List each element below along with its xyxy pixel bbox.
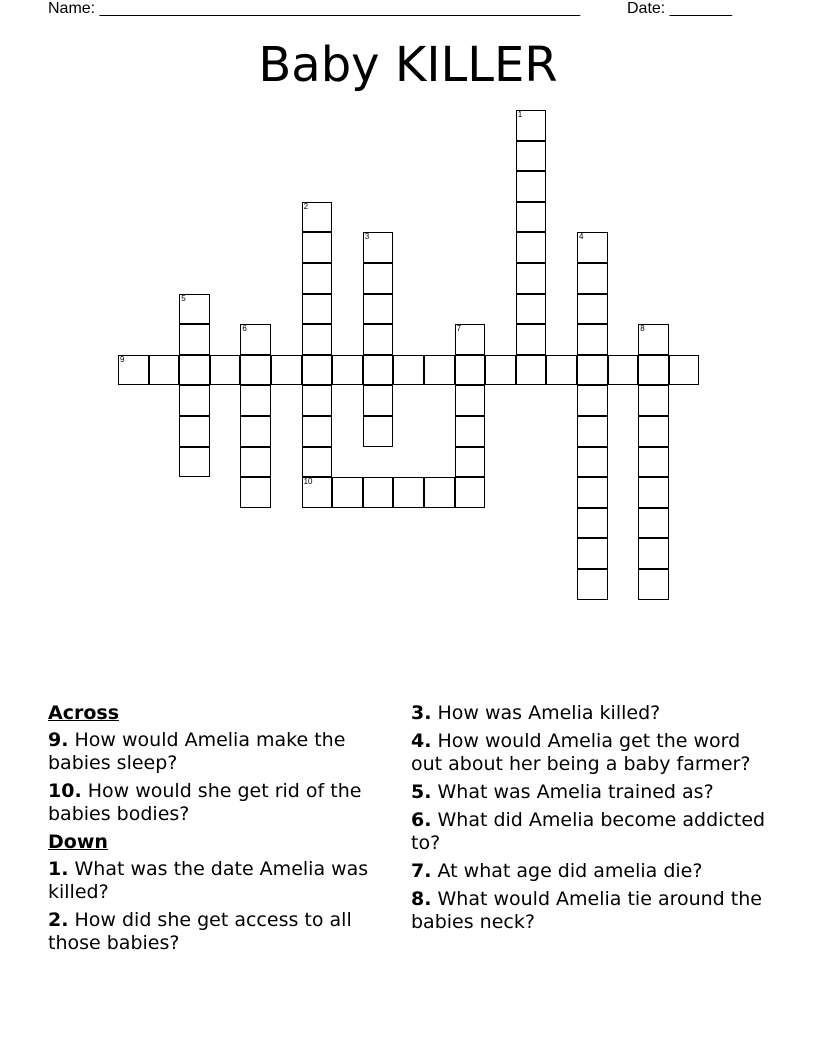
clue-down-3	[411, 702, 771, 725]
cell-number: 7	[456, 324, 462, 334]
clue-down-4	[411, 730, 771, 776]
crossword-cell[interactable]	[393, 355, 424, 386]
crossword-cell[interactable]	[669, 355, 700, 386]
crossword-cell[interactable]	[179, 324, 210, 355]
clue-text: At what age did amelia die?	[437, 860, 703, 882]
crossword-cell[interactable]	[302, 477, 333, 508]
puzzle-title: Baby KILLER	[258, 37, 558, 93]
crossword-cell[interactable]	[516, 294, 547, 325]
crossword-cell[interactable]	[577, 569, 608, 600]
cell-number: 4	[579, 232, 584, 242]
crossword-cell[interactable]	[302, 416, 333, 447]
clue-across-10	[48, 780, 388, 826]
clue-number: 9.	[48, 729, 69, 751]
clue-number: 2.	[48, 909, 69, 931]
clue-text: What would Amelia tie around the babies neck?	[411, 888, 762, 933]
crossword-cell[interactable]	[363, 294, 394, 325]
crossword-cell[interactable]	[363, 232, 394, 263]
crossword-cell[interactable]	[638, 508, 669, 539]
crossword-cell[interactable]	[271, 355, 302, 386]
crossword-cell[interactable]	[363, 416, 394, 447]
clue-text: What was Amelia trained as?	[437, 781, 714, 803]
crossword-cell[interactable]	[638, 569, 669, 600]
crossword-cell[interactable]	[516, 202, 547, 233]
crossword-cell[interactable]	[363, 324, 394, 355]
crossword-cell[interactable]	[638, 324, 669, 355]
crossword-cell[interactable]	[455, 477, 486, 508]
crossword-cell[interactable]	[577, 416, 608, 447]
cell-number: 10	[303, 477, 313, 487]
crossword-cell[interactable]	[302, 355, 333, 386]
cell-number: 5	[181, 293, 186, 303]
clue-number: 7.	[411, 860, 432, 882]
crossword-cell[interactable]	[516, 232, 547, 263]
crossword-cell[interactable]	[302, 447, 333, 478]
cell-number: 3	[364, 232, 370, 242]
crossword-cell[interactable]	[179, 447, 210, 478]
crossword-cell[interactable]	[638, 355, 669, 386]
crossword-cell[interactable]	[302, 232, 333, 263]
clue-text: How would she get rid of the babies bodies?	[48, 780, 362, 825]
crossword-cell[interactable]	[455, 324, 486, 355]
clue-down-2	[48, 909, 388, 955]
clue-text: How did she get access to all those babies?	[48, 909, 352, 954]
crossword-cell[interactable]	[638, 538, 669, 569]
clue-text: How would Amelia get the word out about her being a baby farmer?	[411, 730, 751, 775]
crossword-cell[interactable]	[455, 416, 486, 447]
clue-text: What was the date Amelia was killed?	[48, 858, 369, 903]
cell-number: 9	[120, 354, 125, 364]
crossword-cell[interactable]	[240, 385, 271, 416]
cell-number: 8	[640, 324, 645, 334]
crossword-cell[interactable]	[577, 538, 608, 569]
crossword-cell[interactable]	[577, 232, 608, 263]
crossword-cell[interactable]	[363, 263, 394, 294]
crossword-cell[interactable]	[363, 355, 394, 386]
clue-down-1	[48, 858, 388, 904]
clues-right-column	[411, 702, 771, 939]
crossword-cell[interactable]	[577, 294, 608, 325]
clue-down-5	[411, 781, 771, 804]
crossword-cell[interactable]	[638, 447, 669, 478]
crossword-cell[interactable]	[302, 324, 333, 355]
clue-number: 3.	[411, 702, 432, 724]
crossword-cell[interactable]	[455, 385, 486, 416]
crossword-cell[interactable]	[516, 171, 547, 202]
crossword-cell[interactable]	[424, 355, 455, 386]
clue-text: How would Amelia make the babies sleep?	[48, 729, 346, 774]
crossword-cell[interactable]	[332, 477, 363, 508]
crossword-cell[interactable]	[577, 385, 608, 416]
crossword-cell[interactable]	[516, 263, 547, 294]
crossword-cell[interactable]	[455, 447, 486, 478]
crossword-cell[interactable]	[485, 355, 516, 386]
crossword-cell[interactable]	[240, 355, 271, 386]
crossword-cell[interactable]	[638, 416, 669, 447]
crossword-cell[interactable]	[118, 355, 149, 386]
crossword-cell[interactable]	[240, 416, 271, 447]
clue-text: How was Amelia killed?	[437, 702, 661, 724]
crossword-cell[interactable]	[240, 447, 271, 478]
clue-text: What did Amelia become addicted to?	[411, 809, 766, 854]
clue-down-6	[411, 809, 771, 855]
crossword-cell[interactable]	[577, 355, 608, 386]
crossword-cell[interactable]	[302, 294, 333, 325]
crossword-cell[interactable]	[516, 110, 547, 141]
crossword-cell[interactable]	[608, 355, 639, 386]
crossword-cell[interactable]	[638, 385, 669, 416]
crossword-cell[interactable]	[363, 477, 394, 508]
crossword-cell[interactable]	[302, 263, 333, 294]
down-heading: Down	[48, 831, 108, 853]
clue-down-7	[411, 860, 771, 883]
name-field[interactable]: Name: ______________________________________________________	[48, 0, 581, 17]
crossword-cell[interactable]	[179, 355, 210, 386]
crossword-cell[interactable]	[577, 263, 608, 294]
crossword-cell[interactable]	[179, 385, 210, 416]
crossword-cell[interactable]	[516, 355, 547, 386]
clue-number: 10.	[48, 780, 82, 802]
crossword-cell[interactable]	[240, 324, 271, 355]
crossword-cell[interactable]	[302, 385, 333, 416]
crossword-cell[interactable]	[240, 477, 271, 508]
clue-number: 1.	[48, 858, 69, 880]
clue-number: 5.	[411, 781, 432, 803]
cell-number: 2	[303, 201, 309, 211]
date-field[interactable]: Date: _______	[627, 0, 732, 17]
crossword-cell[interactable]	[577, 324, 608, 355]
crossword-cell[interactable]	[577, 508, 608, 539]
crossword-cell[interactable]	[332, 355, 363, 386]
cell-number: 6	[242, 324, 247, 334]
crossword-cell[interactable]	[302, 202, 333, 233]
cell-number: 1	[517, 110, 523, 119]
crossword-cell[interactable]	[393, 477, 424, 508]
clue-number: 4.	[411, 730, 432, 752]
crossword-cell[interactable]	[546, 355, 577, 386]
crossword-cell[interactable]	[577, 447, 608, 478]
crossword-cell[interactable]	[638, 477, 669, 508]
across-heading: Across	[48, 702, 120, 724]
crossword-cell[interactable]	[516, 141, 547, 172]
clues-left-column	[48, 702, 388, 960]
crossword-cell[interactable]	[179, 416, 210, 447]
crossword-cell[interactable]	[210, 355, 241, 386]
clue-number: 8.	[411, 888, 432, 910]
clue-across-9	[48, 729, 388, 775]
clue-number: 6.	[411, 809, 432, 831]
crossword-cell[interactable]	[179, 294, 210, 325]
clue-down-8	[411, 888, 771, 934]
crossword-cell[interactable]	[516, 324, 547, 355]
crossword-cell[interactable]	[363, 385, 394, 416]
crossword-cell[interactable]	[577, 477, 608, 508]
crossword-cell[interactable]	[455, 355, 486, 386]
crossword-cell[interactable]	[424, 477, 455, 508]
crossword-cell[interactable]	[149, 355, 180, 386]
